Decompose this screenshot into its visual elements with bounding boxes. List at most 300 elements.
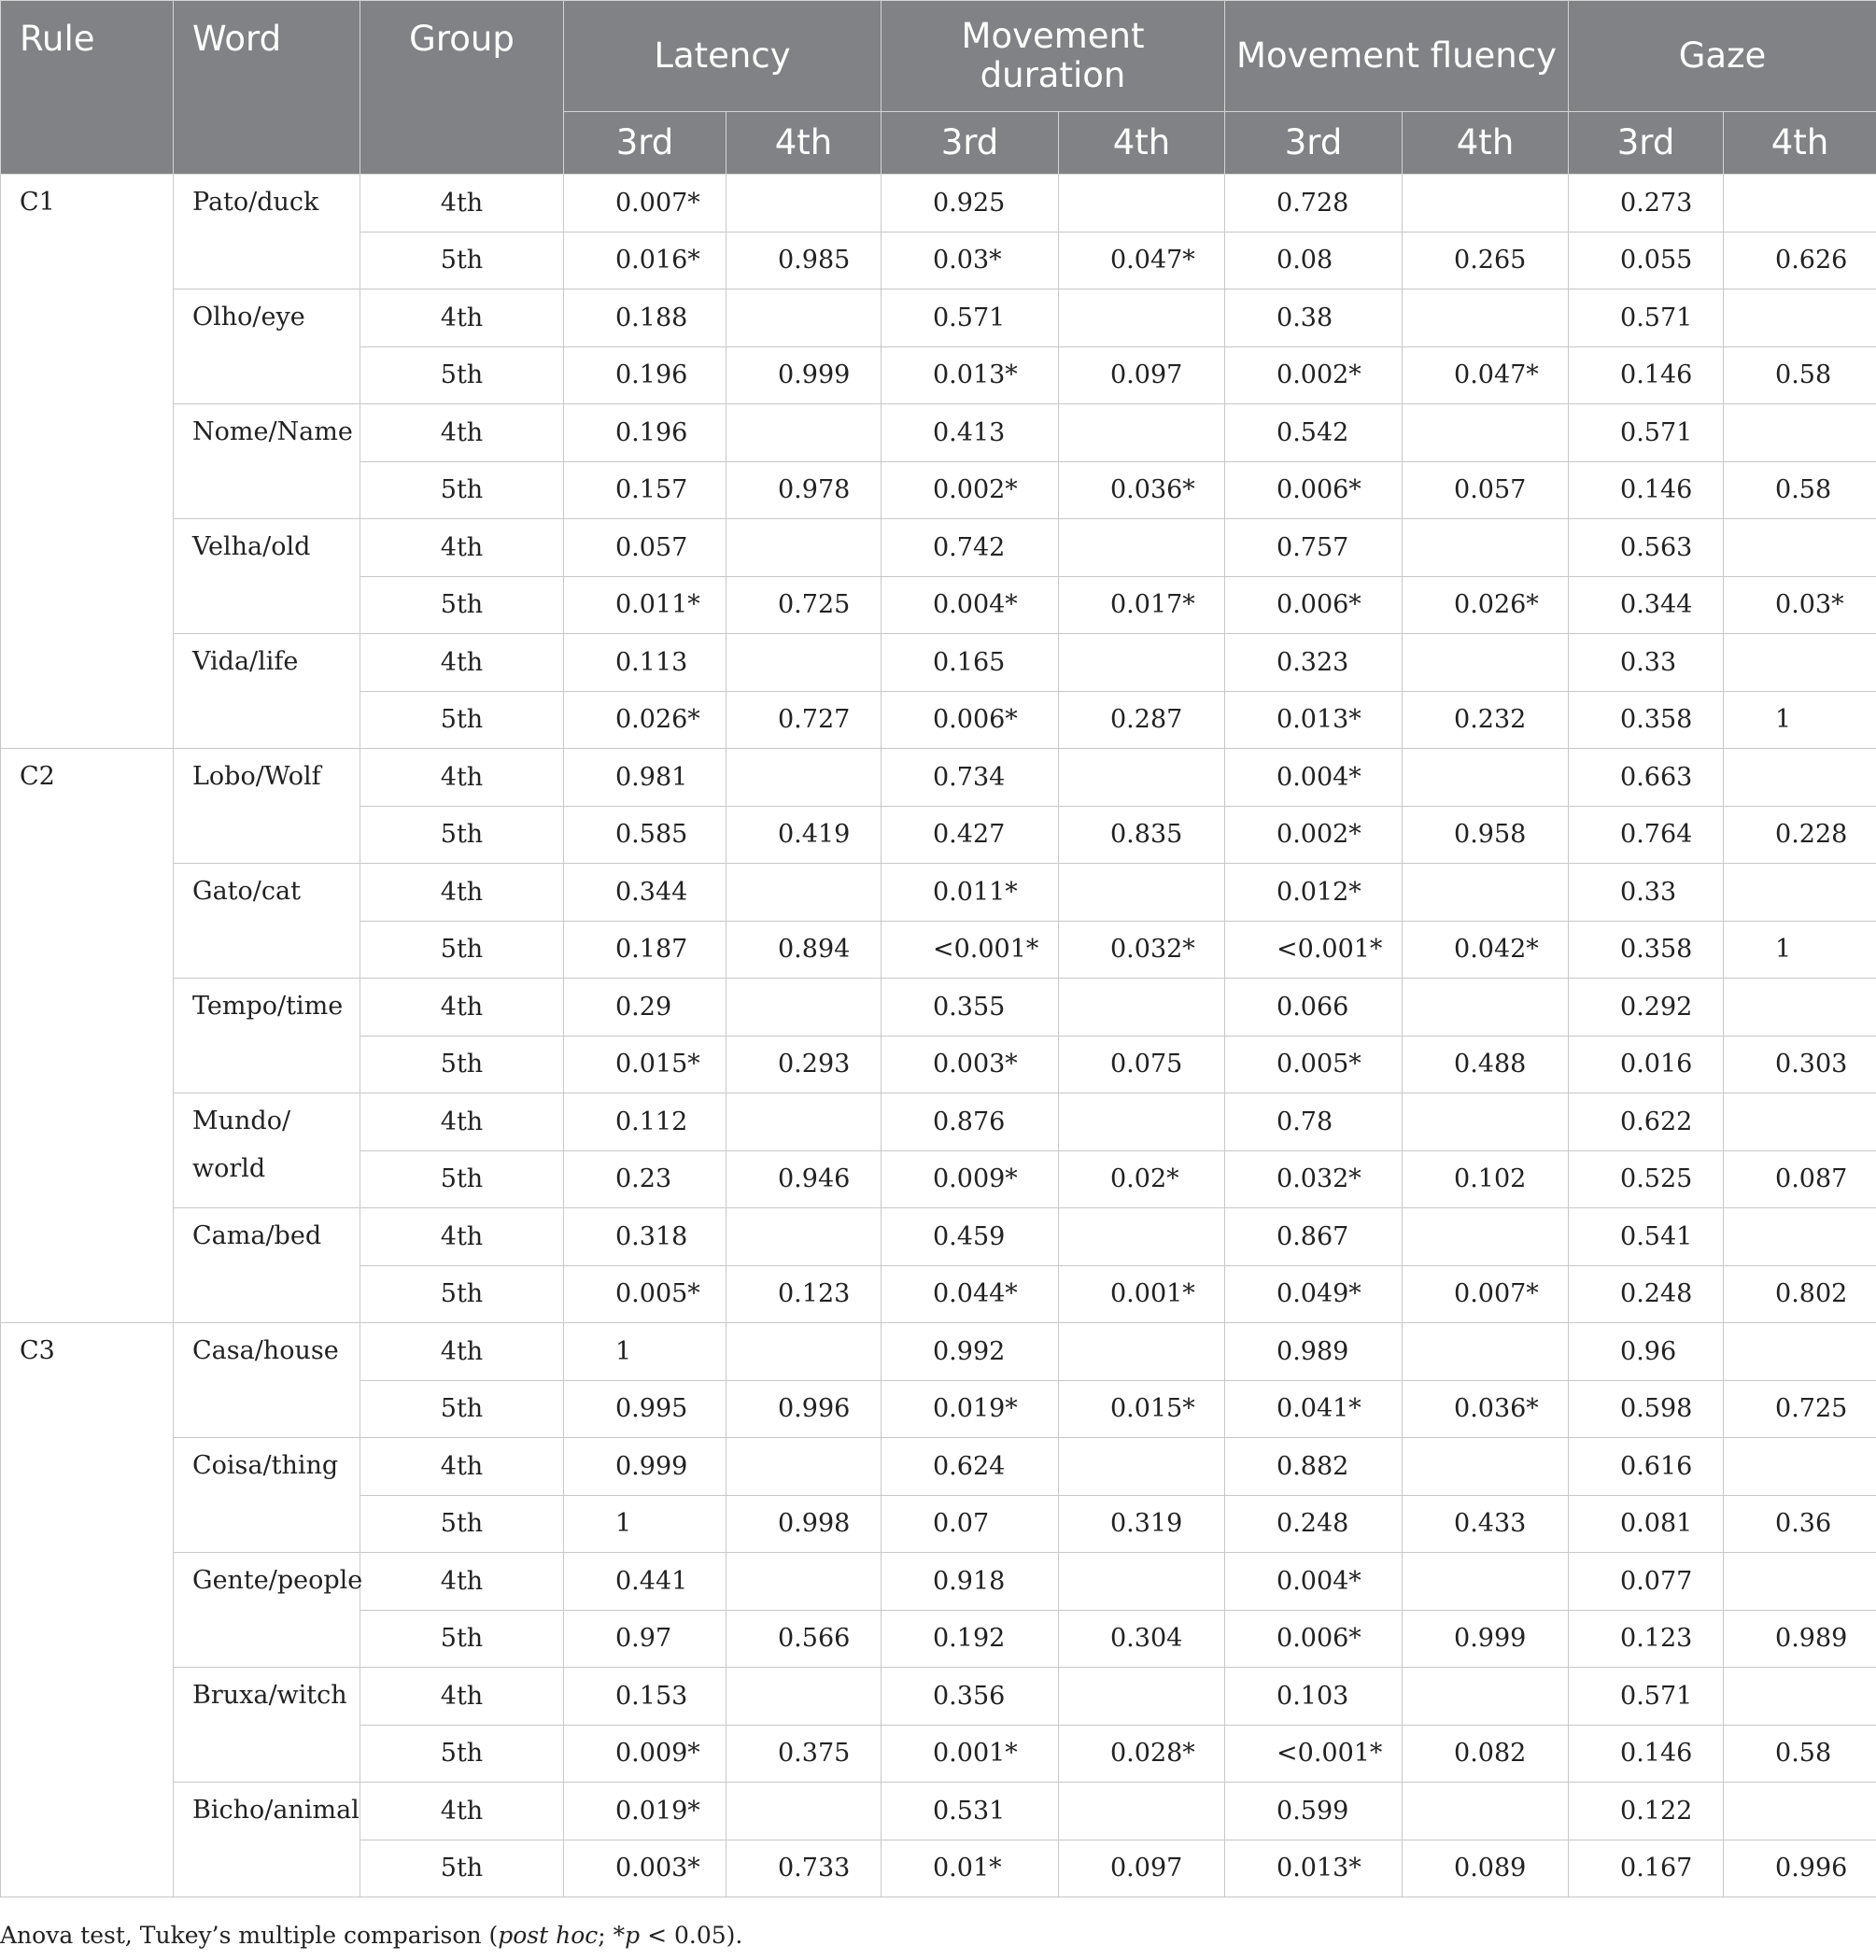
- value-gaze-4th: [1724, 1093, 1876, 1151]
- value-fluency-3rd: 0.049*: [1225, 1265, 1403, 1323]
- value-gaze-4th: [1724, 1208, 1876, 1266]
- value-fluency-3rd: 0.599: [1225, 1783, 1403, 1840]
- value-gaze-3rd: 0.541: [1569, 1208, 1724, 1266]
- value-latency-3rd: 0.153: [564, 1668, 726, 1726]
- value-latency-4th: 0.375: [726, 1725, 882, 1783]
- group-cell: 5th: [360, 1150, 564, 1208]
- word-cell: Vida/life: [174, 634, 360, 749]
- table-body: [1, 175, 1876, 1897]
- value-latency-3rd: 0.009*: [564, 1725, 726, 1783]
- value-fluency-4th: [1403, 749, 1569, 807]
- group-cell: 4th: [360, 979, 564, 1036]
- subheader-duration-4th: 4th: [1059, 112, 1225, 175]
- value-gaze-3rd: 0.616: [1569, 1438, 1724, 1496]
- value-gaze-4th: 0.725: [1724, 1380, 1876, 1438]
- value-duration-4th: [1059, 1668, 1225, 1726]
- value-fluency-3rd: 0.542: [1225, 404, 1403, 462]
- value-latency-4th: 0.946: [726, 1150, 882, 1208]
- word-cell: Cama/bed: [174, 1208, 360, 1323]
- group-cell: 5th: [360, 1265, 564, 1323]
- value-gaze-4th: 0.996: [1724, 1840, 1876, 1897]
- value-gaze-4th: [1724, 864, 1876, 922]
- value-gaze-4th: [1724, 1668, 1876, 1726]
- value-latency-3rd: 0.29: [564, 979, 726, 1036]
- value-gaze-3rd: 0.33: [1569, 864, 1724, 922]
- subheader-fluency-3rd: 3rd: [1225, 112, 1403, 175]
- value-duration-3rd: 0.01*: [882, 1840, 1059, 1897]
- value-gaze-4th: [1724, 175, 1876, 233]
- value-fluency-3rd: 0.002*: [1225, 806, 1403, 864]
- value-duration-4th: 0.304: [1059, 1610, 1225, 1668]
- value-duration-4th: 0.047*: [1059, 232, 1225, 289]
- value-duration-3rd: 0.413: [882, 404, 1059, 462]
- group-cell: 4th: [360, 1323, 564, 1381]
- value-gaze-4th: [1724, 404, 1876, 462]
- value-duration-4th: [1059, 1553, 1225, 1611]
- value-fluency-3rd: 0.006*: [1225, 461, 1403, 519]
- table-row: [1, 289, 1876, 347]
- footnote-part1: Anova test, Tukey’s multiple comparison (: [0, 1922, 499, 1949]
- value-gaze-4th: 0.989: [1724, 1610, 1876, 1668]
- value-gaze-4th: [1724, 1553, 1876, 1611]
- value-latency-4th: [726, 1438, 882, 1496]
- value-duration-3rd: 0.918: [882, 1553, 1059, 1611]
- value-latency-4th: [726, 175, 882, 233]
- value-fluency-4th: [1403, 1208, 1569, 1266]
- value-gaze-3rd: 0.33: [1569, 634, 1724, 692]
- group-cell: 5th: [360, 1036, 564, 1093]
- header-movement-fluency: Movement fluency: [1225, 1, 1569, 112]
- value-fluency-4th: 0.232: [1403, 691, 1569, 749]
- value-latency-3rd: 0.113: [564, 634, 726, 692]
- value-gaze-3rd: 0.622: [1569, 1093, 1724, 1151]
- word-cell: Tempo/time: [174, 979, 360, 1093]
- table-row: [1, 1208, 1876, 1266]
- value-gaze-4th: 0.228: [1724, 806, 1876, 864]
- value-latency-4th: [726, 289, 882, 347]
- value-gaze-3rd: 0.96: [1569, 1323, 1724, 1381]
- value-duration-4th: [1059, 519, 1225, 577]
- value-duration-3rd: 0.003*: [882, 1036, 1059, 1093]
- value-duration-3rd: <0.001*: [882, 921, 1059, 979]
- value-gaze-4th: 0.58: [1724, 346, 1876, 404]
- value-latency-3rd: 0.016*: [564, 232, 726, 289]
- value-duration-3rd: 0.019*: [882, 1380, 1059, 1438]
- value-fluency-4th: 0.047*: [1403, 346, 1569, 404]
- word-cell: Nome/Name: [174, 404, 360, 519]
- value-duration-3rd: 0.011*: [882, 864, 1059, 922]
- value-gaze-3rd: 0.167: [1569, 1840, 1724, 1897]
- value-latency-3rd: 0.188: [564, 289, 726, 347]
- value-fluency-4th: 0.042*: [1403, 921, 1569, 979]
- group-cell: 4th: [360, 634, 564, 692]
- value-gaze-4th: 1: [1724, 691, 1876, 749]
- value-latency-3rd: 0.23: [564, 1150, 726, 1208]
- value-latency-4th: 0.727: [726, 691, 882, 749]
- value-duration-4th: [1059, 634, 1225, 692]
- rule-cell: C1: [1, 175, 174, 749]
- value-fluency-3rd: 0.006*: [1225, 576, 1403, 634]
- value-fluency-4th: 0.036*: [1403, 1380, 1569, 1438]
- value-duration-3rd: 0.459: [882, 1208, 1059, 1266]
- value-fluency-4th: [1403, 1093, 1569, 1151]
- value-duration-3rd: 0.07: [882, 1495, 1059, 1553]
- value-latency-3rd: 0.196: [564, 346, 726, 404]
- word-line: world: [192, 1154, 266, 1183]
- value-fluency-4th: 0.102: [1403, 1150, 1569, 1208]
- value-gaze-3rd: 0.146: [1569, 1725, 1724, 1783]
- value-fluency-3rd: 0.012*: [1225, 864, 1403, 922]
- subheader-gaze-4th: 4th: [1724, 112, 1876, 175]
- value-gaze-4th: 0.58: [1724, 1725, 1876, 1783]
- value-duration-4th: 0.036*: [1059, 461, 1225, 519]
- value-fluency-3rd: 0.08: [1225, 232, 1403, 289]
- value-gaze-3rd: 0.571: [1569, 404, 1724, 462]
- word-cell: Bicho/animal: [174, 1783, 360, 1897]
- value-latency-3rd: 0.318: [564, 1208, 726, 1266]
- value-latency-3rd: 0.003*: [564, 1840, 726, 1897]
- value-gaze-3rd: 0.055: [1569, 232, 1724, 289]
- table-row: [1, 1553, 1876, 1611]
- group-cell: 5th: [360, 1610, 564, 1668]
- header-latency: Latency: [564, 1, 882, 112]
- value-duration-3rd: 0.992: [882, 1323, 1059, 1381]
- value-duration-3rd: 0.001*: [882, 1725, 1059, 1783]
- value-fluency-4th: [1403, 289, 1569, 347]
- table-row: [1, 634, 1876, 692]
- value-latency-3rd: 0.344: [564, 864, 726, 922]
- rule-cell: C2: [1, 749, 174, 1323]
- value-gaze-3rd: 0.563: [1569, 519, 1724, 577]
- value-fluency-4th: [1403, 1323, 1569, 1381]
- header-group: Group: [360, 1, 564, 175]
- value-fluency-3rd: 0.757: [1225, 519, 1403, 577]
- value-duration-4th: 0.028*: [1059, 1725, 1225, 1783]
- value-fluency-3rd: 0.323: [1225, 634, 1403, 692]
- footnote-italic2: p: [625, 1922, 641, 1949]
- value-fluency-4th: [1403, 864, 1569, 922]
- footnote-italic1: post hoc: [498, 1922, 599, 1949]
- value-duration-4th: [1059, 749, 1225, 807]
- table-row: [1, 519, 1876, 577]
- value-latency-4th: [726, 519, 882, 577]
- value-gaze-3rd: 0.571: [1569, 1668, 1724, 1726]
- value-duration-3rd: 0.925: [882, 175, 1059, 233]
- value-gaze-3rd: 0.598: [1569, 1380, 1724, 1438]
- value-duration-3rd: 0.044*: [882, 1265, 1059, 1323]
- value-gaze-4th: 0.03*: [1724, 576, 1876, 634]
- footnote: [0, 1922, 742, 1949]
- value-latency-3rd: 0.999: [564, 1438, 726, 1496]
- value-duration-4th: [1059, 404, 1225, 462]
- value-latency-3rd: 0.007*: [564, 175, 726, 233]
- value-gaze-4th: 0.303: [1724, 1036, 1876, 1093]
- value-latency-4th: [726, 864, 882, 922]
- value-duration-3rd: 0.002*: [882, 461, 1059, 519]
- value-gaze-3rd: 0.273: [1569, 175, 1724, 233]
- word-cell: Lobo/Wolf: [174, 749, 360, 864]
- value-fluency-3rd: 0.78: [1225, 1093, 1403, 1151]
- subheader-latency-3rd: 3rd: [564, 112, 726, 175]
- value-duration-4th: [1059, 1208, 1225, 1266]
- word-cell: Pato/duck: [174, 175, 360, 289]
- table-row: [1, 979, 1876, 1036]
- value-gaze-3rd: 0.122: [1569, 1783, 1724, 1840]
- value-fluency-3rd: 0.103: [1225, 1668, 1403, 1726]
- value-duration-4th: 0.032*: [1059, 921, 1225, 979]
- value-gaze-3rd: 0.077: [1569, 1553, 1724, 1611]
- table-row: [1, 404, 1876, 462]
- group-cell: 5th: [360, 461, 564, 519]
- value-fluency-4th: [1403, 519, 1569, 577]
- value-duration-4th: 0.001*: [1059, 1265, 1225, 1323]
- value-latency-3rd: 0.026*: [564, 691, 726, 749]
- value-gaze-4th: [1724, 1438, 1876, 1496]
- value-fluency-4th: [1403, 175, 1569, 233]
- value-latency-4th: [726, 1553, 882, 1611]
- header-movement-duration-line2: duration: [980, 55, 1126, 95]
- value-duration-4th: 0.017*: [1059, 576, 1225, 634]
- value-fluency-4th: 0.999: [1403, 1610, 1569, 1668]
- value-gaze-4th: [1724, 289, 1876, 347]
- value-latency-4th: [726, 1208, 882, 1266]
- value-latency-4th: 0.996: [726, 1380, 882, 1438]
- value-gaze-4th: 0.36: [1724, 1495, 1876, 1553]
- value-fluency-4th: [1403, 1553, 1569, 1611]
- value-duration-3rd: 0.006*: [882, 691, 1059, 749]
- value-latency-3rd: 0.112: [564, 1093, 726, 1151]
- group-cell: 5th: [360, 346, 564, 404]
- value-fluency-4th: 0.488: [1403, 1036, 1569, 1093]
- value-duration-4th: [1059, 289, 1225, 347]
- value-latency-4th: [726, 634, 882, 692]
- word-cell: Casa/house: [174, 1323, 360, 1438]
- header-gaze: Gaze: [1569, 1, 1876, 112]
- group-cell: 4th: [360, 749, 564, 807]
- value-duration-4th: [1059, 1438, 1225, 1496]
- value-fluency-4th: [1403, 634, 1569, 692]
- value-gaze-3rd: 0.344: [1569, 576, 1724, 634]
- value-latency-4th: 0.419: [726, 806, 882, 864]
- value-gaze-3rd: 0.525: [1569, 1150, 1724, 1208]
- value-duration-3rd: 0.742: [882, 519, 1059, 577]
- value-gaze-3rd: 0.358: [1569, 921, 1724, 979]
- subheader-fluency-4th: 4th: [1403, 112, 1569, 175]
- value-fluency-4th: 0.089: [1403, 1840, 1569, 1897]
- value-duration-4th: [1059, 1323, 1225, 1381]
- value-duration-4th: 0.02*: [1059, 1150, 1225, 1208]
- value-latency-3rd: 0.057: [564, 519, 726, 577]
- value-duration-4th: [1059, 1783, 1225, 1840]
- value-fluency-4th: [1403, 1783, 1569, 1840]
- value-gaze-4th: [1724, 634, 1876, 692]
- value-latency-4th: 0.985: [726, 232, 882, 289]
- subheader-gaze-3rd: 3rd: [1569, 112, 1724, 175]
- value-latency-3rd: 0.187: [564, 921, 726, 979]
- group-cell: 4th: [360, 1438, 564, 1496]
- value-duration-3rd: 0.03*: [882, 232, 1059, 289]
- word-cell: Gente/people: [174, 1553, 360, 1668]
- table-row: [1, 1438, 1876, 1496]
- value-duration-4th: 0.015*: [1059, 1380, 1225, 1438]
- value-gaze-4th: [1724, 1323, 1876, 1381]
- value-gaze-4th: 0.802: [1724, 1265, 1876, 1323]
- table-row: [1, 749, 1876, 807]
- value-duration-4th: 0.097: [1059, 1840, 1225, 1897]
- table-row: [1, 175, 1876, 233]
- value-duration-3rd: 0.013*: [882, 346, 1059, 404]
- value-latency-3rd: 0.157: [564, 461, 726, 519]
- value-fluency-3rd: 0.032*: [1225, 1150, 1403, 1208]
- value-latency-3rd: 0.441: [564, 1553, 726, 1611]
- value-duration-3rd: 0.427: [882, 806, 1059, 864]
- value-gaze-3rd: 0.663: [1569, 749, 1724, 807]
- value-gaze-3rd: 0.764: [1569, 806, 1724, 864]
- value-fluency-4th: 0.433: [1403, 1495, 1569, 1553]
- value-latency-3rd: 0.995: [564, 1380, 726, 1438]
- value-latency-3rd: 0.011*: [564, 576, 726, 634]
- value-gaze-3rd: 0.358: [1569, 691, 1724, 749]
- word-cell: Gato/cat: [174, 864, 360, 979]
- group-cell: 5th: [360, 806, 564, 864]
- value-fluency-4th: 0.265: [1403, 232, 1569, 289]
- value-fluency-3rd: 0.989: [1225, 1323, 1403, 1381]
- value-duration-3rd: 0.165: [882, 634, 1059, 692]
- value-latency-3rd: 1: [564, 1323, 726, 1381]
- value-gaze-4th: 0.58: [1724, 461, 1876, 519]
- value-gaze-3rd: 0.571: [1569, 289, 1724, 347]
- header-movement-duration-line1: Movement: [961, 16, 1145, 56]
- header-word: Word: [174, 1, 360, 175]
- word-cell: [174, 1093, 360, 1208]
- group-cell: 5th: [360, 691, 564, 749]
- value-latency-4th: [726, 1668, 882, 1726]
- value-latency-4th: 0.733: [726, 1840, 882, 1897]
- value-gaze-4th: [1724, 749, 1876, 807]
- value-latency-3rd: 1: [564, 1495, 726, 1553]
- value-gaze-4th: [1724, 519, 1876, 577]
- value-latency-3rd: 0.97: [564, 1610, 726, 1668]
- footnote-part2: ; *: [598, 1922, 626, 1949]
- value-duration-3rd: 0.734: [882, 749, 1059, 807]
- value-fluency-3rd: 0.066: [1225, 979, 1403, 1036]
- value-fluency-3rd: 0.013*: [1225, 691, 1403, 749]
- word-cell: Coisa/thing: [174, 1438, 360, 1553]
- value-latency-3rd: 0.015*: [564, 1036, 726, 1093]
- value-latency-4th: [726, 1783, 882, 1840]
- table-row: [1, 1783, 1876, 1840]
- group-cell: 4th: [360, 519, 564, 577]
- word-cell: Velha/old: [174, 519, 360, 634]
- value-duration-4th: 0.319: [1059, 1495, 1225, 1553]
- footnote-part3: < 0.05).: [640, 1922, 743, 1949]
- value-duration-4th: [1059, 175, 1225, 233]
- value-latency-3rd: 0.981: [564, 749, 726, 807]
- subheader-duration-3rd: 3rd: [882, 112, 1059, 175]
- value-duration-3rd: 0.624: [882, 1438, 1059, 1496]
- value-fluency-3rd: 0.38: [1225, 289, 1403, 347]
- value-fluency-4th: 0.958: [1403, 806, 1569, 864]
- group-cell: 4th: [360, 175, 564, 233]
- value-latency-3rd: 0.585: [564, 806, 726, 864]
- value-latency-4th: 0.998: [726, 1495, 882, 1553]
- value-fluency-4th: [1403, 979, 1569, 1036]
- subheader-latency-4th: 4th: [726, 112, 882, 175]
- value-gaze-4th: 1: [1724, 921, 1876, 979]
- value-fluency-4th: [1403, 1438, 1569, 1496]
- word-line: Mundo/: [192, 1107, 291, 1135]
- value-fluency-3rd: 0.005*: [1225, 1036, 1403, 1093]
- value-gaze-3rd: 0.146: [1569, 461, 1724, 519]
- group-cell: 5th: [360, 1380, 564, 1438]
- group-cell: 5th: [360, 232, 564, 289]
- group-cell: 5th: [360, 1495, 564, 1553]
- header-movement-duration: [882, 1, 1225, 112]
- table-row: [1, 1093, 1876, 1151]
- value-fluency-3rd: 0.002*: [1225, 346, 1403, 404]
- value-fluency-3rd: <0.001*: [1225, 921, 1403, 979]
- value-latency-4th: [726, 1093, 882, 1151]
- table-row: [1, 864, 1876, 922]
- value-latency-4th: [726, 404, 882, 462]
- value-duration-4th: [1059, 979, 1225, 1036]
- value-gaze-3rd: 0.292: [1569, 979, 1724, 1036]
- value-gaze-3rd: 0.146: [1569, 346, 1724, 404]
- value-duration-4th: 0.835: [1059, 806, 1225, 864]
- group-cell: 4th: [360, 404, 564, 462]
- group-cell: 4th: [360, 1093, 564, 1151]
- value-fluency-3rd: 0.004*: [1225, 749, 1403, 807]
- value-latency-4th: [726, 979, 882, 1036]
- value-fluency-3rd: 0.728: [1225, 175, 1403, 233]
- value-duration-4th: 0.075: [1059, 1036, 1225, 1093]
- value-gaze-4th: 0.626: [1724, 232, 1876, 289]
- value-fluency-3rd: 0.867: [1225, 1208, 1403, 1266]
- group-cell: 4th: [360, 864, 564, 922]
- value-fluency-4th: 0.026*: [1403, 576, 1569, 634]
- group-cell: 4th: [360, 1208, 564, 1266]
- value-duration-4th: 0.287: [1059, 691, 1225, 749]
- value-fluency-4th: 0.007*: [1403, 1265, 1569, 1323]
- value-duration-4th: [1059, 864, 1225, 922]
- value-fluency-4th: [1403, 404, 1569, 462]
- table-row: [1, 1323, 1876, 1381]
- value-fluency-4th: 0.057: [1403, 461, 1569, 519]
- value-fluency-3rd: 0.006*: [1225, 1610, 1403, 1668]
- value-gaze-3rd: 0.248: [1569, 1265, 1724, 1323]
- value-latency-4th: 0.978: [726, 461, 882, 519]
- value-gaze-3rd: 0.016: [1569, 1036, 1724, 1093]
- value-duration-3rd: 0.355: [882, 979, 1059, 1036]
- group-cell: 5th: [360, 921, 564, 979]
- value-latency-4th: [726, 749, 882, 807]
- group-cell: 5th: [360, 1725, 564, 1783]
- value-latency-3rd: 0.196: [564, 404, 726, 462]
- value-fluency-3rd: 0.004*: [1225, 1553, 1403, 1611]
- table-row: [1, 1668, 1876, 1726]
- value-latency-4th: 0.999: [726, 346, 882, 404]
- value-duration-3rd: 0.009*: [882, 1150, 1059, 1208]
- value-duration-4th: [1059, 1093, 1225, 1151]
- value-gaze-3rd: 0.123: [1569, 1610, 1724, 1668]
- group-cell: 5th: [360, 576, 564, 634]
- value-fluency-3rd: 0.013*: [1225, 1840, 1403, 1897]
- value-gaze-4th: 0.087: [1724, 1150, 1876, 1208]
- value-latency-3rd: 0.005*: [564, 1265, 726, 1323]
- value-duration-3rd: 0.876: [882, 1093, 1059, 1151]
- value-fluency-3rd: 0.248: [1225, 1495, 1403, 1553]
- group-cell: 4th: [360, 1783, 564, 1840]
